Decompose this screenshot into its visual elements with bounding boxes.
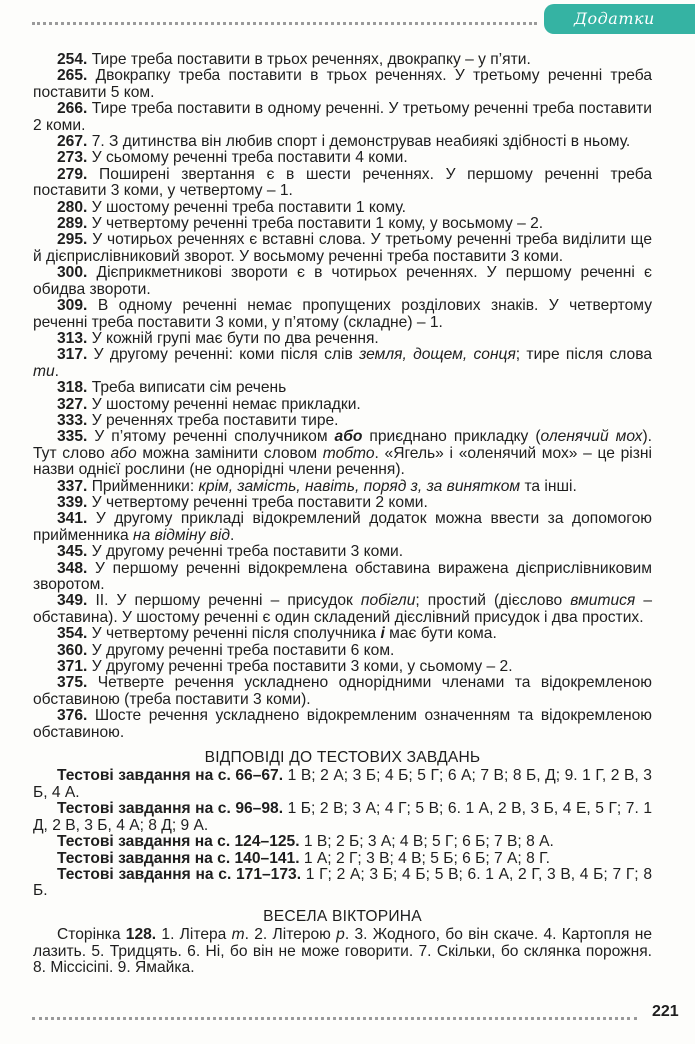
text-run: 7. З дитинства він любив спорт і демонстрував неабиякі здібності в ньому. <box>91 133 631 151</box>
text-run: II. У першому реченні – присудок <box>95 592 361 610</box>
test-answer-item <box>33 834 652 850</box>
italic-text: крім, замість, навіть, поряд з, за винятком <box>198 477 521 495</box>
test-answers: 1 А; 2 Г; 3 В; 4 В; 5 Б; 6 Б; 7 А; 8 Г. <box>299 849 550 867</box>
answer-item <box>33 511 652 544</box>
answer-number: 295. <box>57 231 88 249</box>
italic-text: р <box>336 926 345 944</box>
answer-item <box>33 397 652 413</box>
text-run: Шосте речення ускладнено відокремленим означенням та відокремленою обставиною. <box>33 707 652 741</box>
text-run: ; простий (дієслово <box>415 592 571 610</box>
text-run: Поширені звертання є в шести реченнях. У першому реченні треба поставити 3 коми, у четвертому – 1. <box>33 165 652 200</box>
answer-number: 345. <box>57 543 88 561</box>
answer-item <box>33 643 652 659</box>
test-label: Тестові завдання на с. 140–141. <box>57 849 300 867</box>
bold-text: 128. <box>125 926 157 944</box>
text-run: . «Ягель» і «оленячий мох» – це різні назви однієї рослини (не однорідні члени речення). <box>33 444 652 479</box>
answer-item <box>33 413 652 429</box>
text-run: У першому реченні відокремлена обставина виражена дієприслівниковим зворотом. <box>33 559 652 593</box>
text-run: Двокрапку треба поставити в трьох реченнях. У третьому реченні треба поставити 5 ком. <box>33 67 652 101</box>
test-answer-item <box>33 851 652 867</box>
text-run: У другому реченні: коми після слів <box>93 346 360 364</box>
answer-item <box>33 593 652 626</box>
top-dotted-rule <box>32 22 537 25</box>
italic-text: або <box>110 444 137 462</box>
italic-text: тобто <box>322 444 375 462</box>
text-run: У кожній групі має бути по два речення. <box>91 329 379 347</box>
text-run: У чотирьох реченнях є вставні слова. У третьому реченні треба виділити ще й дієприслівниковий зворот. У восьмому реченні треба поставити 3 коми. <box>33 231 652 265</box>
answer-number: 300. <box>57 264 88 282</box>
answer-number: 318. <box>57 379 88 397</box>
answer-number: 348. <box>57 559 88 577</box>
answer-number: 254. <box>57 51 88 68</box>
answer-number: 266. <box>57 100 88 118</box>
text-run: приєднано прикладку ( <box>362 428 541 446</box>
text-run: ; тире після слова <box>515 346 652 364</box>
bold-italic-text: і <box>380 625 385 643</box>
tests-list <box>33 768 652 899</box>
answer-number: 376. <box>57 707 88 725</box>
answer-item <box>33 216 652 232</box>
text-run: Четверте речення ускладнено однорідними членами та відокремленою обставиною (треба поставити 3 коми). <box>33 674 652 708</box>
test-answer-item <box>33 801 652 834</box>
answer-item <box>33 544 652 560</box>
section-tab: Додатки <box>544 4 695 34</box>
text-run: У сьомому реченні треба поставити 4 коми. <box>91 149 408 167</box>
answer-item <box>33 675 652 708</box>
answer-number: 317. <box>57 346 88 364</box>
answer-number: 333. <box>57 411 88 429</box>
answer-item <box>33 52 652 68</box>
answer-number: 349. <box>57 592 88 610</box>
text-run: У шостому реченні немає прикладки. <box>91 395 361 413</box>
quiz-heading: ВЕСЕЛА ВІКТОРИНА <box>263 907 422 925</box>
italic-text: оленячий мох <box>540 428 643 446</box>
answer-number: 339. <box>57 493 88 511</box>
answer-item <box>33 150 652 166</box>
text-run: можна замінити словом <box>136 444 323 462</box>
answer-number: 327. <box>57 395 88 413</box>
text-run: 1. Літера <box>156 926 232 944</box>
bold-italic-text: або <box>334 428 363 446</box>
answer-item <box>33 429 652 478</box>
answer-number: 289. <box>57 215 88 233</box>
test-answers: 1 В; 2 Б; 3 А; 4 В; 5 Г; 6 Б; 7 В; 8 А. <box>299 833 554 851</box>
text-run: . <box>54 362 60 380</box>
text-run: ). Тут слово <box>33 428 652 462</box>
answer-number: 337. <box>57 477 88 495</box>
answer-item <box>33 708 652 741</box>
answer-number: 360. <box>57 641 88 659</box>
italic-text: земля, дощем, сонця <box>359 346 516 364</box>
text-run: У шостому реченні треба поставити 1 кому. <box>91 198 406 216</box>
test-label: Тестові завдання на с. 124–125. <box>57 833 300 851</box>
answer-number: 309. <box>57 297 88 315</box>
answer-item <box>33 659 652 675</box>
answer-item <box>33 479 652 495</box>
text-run: У четвертому реченні після сполучника <box>91 625 381 643</box>
answers-list <box>33 52 652 741</box>
text-run: У реченнях треба поставити тире. <box>91 411 339 429</box>
text-run: У другому прикладі відокремлений додаток можна ввести за допомогою прийменника <box>33 510 652 544</box>
text-run: У другому реченні треба поставити 6 ком. <box>91 641 395 659</box>
page-number: 221 <box>652 1003 679 1020</box>
test-answers: 1 Г; 2 А; 3 Б; 4 Б; 5 В; 6. 1 А, 2 Г, 3 В, 4 Б; 7 Г; 8 Б. <box>33 865 652 900</box>
answer-number: 279. <box>57 165 88 183</box>
test-label: Тестові завдання на с. 66–67. <box>57 767 284 785</box>
answer-number: 265. <box>57 67 88 85</box>
test-label: Тестові завдання на с. 171–173. <box>57 865 302 883</box>
answer-item <box>33 232 652 265</box>
answer-number: 341. <box>57 510 88 528</box>
answer-number: 267. <box>57 133 88 151</box>
answer-item <box>33 331 652 347</box>
test-answers: 1 Б; 2 В; 3 А; 4 Г; 5 В; 6. 1 А, 2 В, 3 Б, 4 Е, 5 Г; 7. 1 Д, 2 В, 3 Б, 4 А; 8 Д; 9 А. <box>33 800 653 834</box>
text-run: Прийменники: <box>91 477 199 495</box>
italic-text: побігли <box>360 592 416 610</box>
answer-number: 273. <box>57 149 88 167</box>
answer-item <box>33 68 652 101</box>
test-answers: 1 В; 2 А; 3 Б; 4 Б; 5 Г; 6 А; 7 В; 8 Б, Д; 9. 1 Г, 2 В, 3 Б, 4 А. <box>33 767 652 801</box>
test-answer-item <box>33 768 652 801</box>
answers-content <box>33 52 652 976</box>
text-run: має бути кома. <box>384 625 497 643</box>
italic-text: т <box>231 926 245 944</box>
test-answer-item <box>33 867 652 900</box>
text-run: Тире треба поставити в одному реченні. У третьому реченні треба поставити 2 коми. <box>33 100 652 134</box>
answer-number: 313. <box>57 329 88 347</box>
text-run: У четвертому реченні треба поставити 2 коми. <box>91 493 428 511</box>
tests-heading: ВІДПОВІДІ ДО ТЕСТОВИХ ЗАВДАНЬ <box>204 749 481 767</box>
answer-item <box>33 298 652 331</box>
text-run: Тире треба поставити в трьох реченнях, двокрапку – у п’яти. <box>91 51 531 68</box>
answer-number: 280. <box>57 198 88 216</box>
text-run: – обставина). У шостому реченні є один складений дієслівний присудок і два простих. <box>33 592 652 626</box>
answer-item <box>33 265 652 298</box>
italic-text: на відміну від <box>133 526 230 544</box>
test-label: Тестові завдання на с. 96–98. <box>57 800 284 818</box>
bottom-dotted-rule <box>32 1017 637 1020</box>
answer-number: 375. <box>57 674 88 692</box>
answer-item <box>33 495 652 511</box>
answer-item <box>33 626 652 642</box>
text-run: та інші. <box>520 477 577 495</box>
text-run: Сторінка <box>57 926 126 944</box>
quiz-answers <box>33 927 652 976</box>
answer-item <box>33 134 652 150</box>
italic-text: ти <box>33 362 55 380</box>
italic-text: вмитися <box>570 592 636 610</box>
text-run: У четвертому реченні треба поставити 1 кому, у восьмому – 2. <box>91 215 544 233</box>
text-run: . <box>229 526 235 544</box>
answer-item <box>33 167 652 200</box>
text-run: . 2. Літерою <box>244 926 337 944</box>
answer-item <box>33 347 652 380</box>
answer-item <box>33 561 652 594</box>
text-run: У другому реченні треба поставити 3 коми. <box>91 543 404 561</box>
text-run: Треба виписати сім речень <box>91 379 287 397</box>
text-run: В одному реченні немає пропущених розділових знаків. У четвертому реченні треба поставити 3 коми, у п’ятому (складне) – 1. <box>33 297 652 331</box>
answer-number: 354. <box>57 625 88 643</box>
text-run: . 3. Жодного, бо він скаче. 4. Картопля не лазить. 5. Тридцять. 6. Ні, бо він не може говорити. 7. Скільки, бо склянка порожня. 8. Міссісіпі. 9. Ямайка. <box>33 926 653 976</box>
answer-item <box>33 101 652 134</box>
answer-item <box>33 200 652 216</box>
text-run: У другому реченні треба поставити 3 коми, у сьомому – 2. <box>91 658 513 676</box>
answer-item <box>33 380 652 396</box>
answer-number: 371. <box>57 658 88 676</box>
text-run: У п’ятому реченні сполучником <box>94 428 335 446</box>
text-run: Дієприкметникові звороти є в чотирьох реченнях. У першому реченні є обидва звороти. <box>33 264 652 298</box>
answer-number: 335. <box>57 428 88 446</box>
